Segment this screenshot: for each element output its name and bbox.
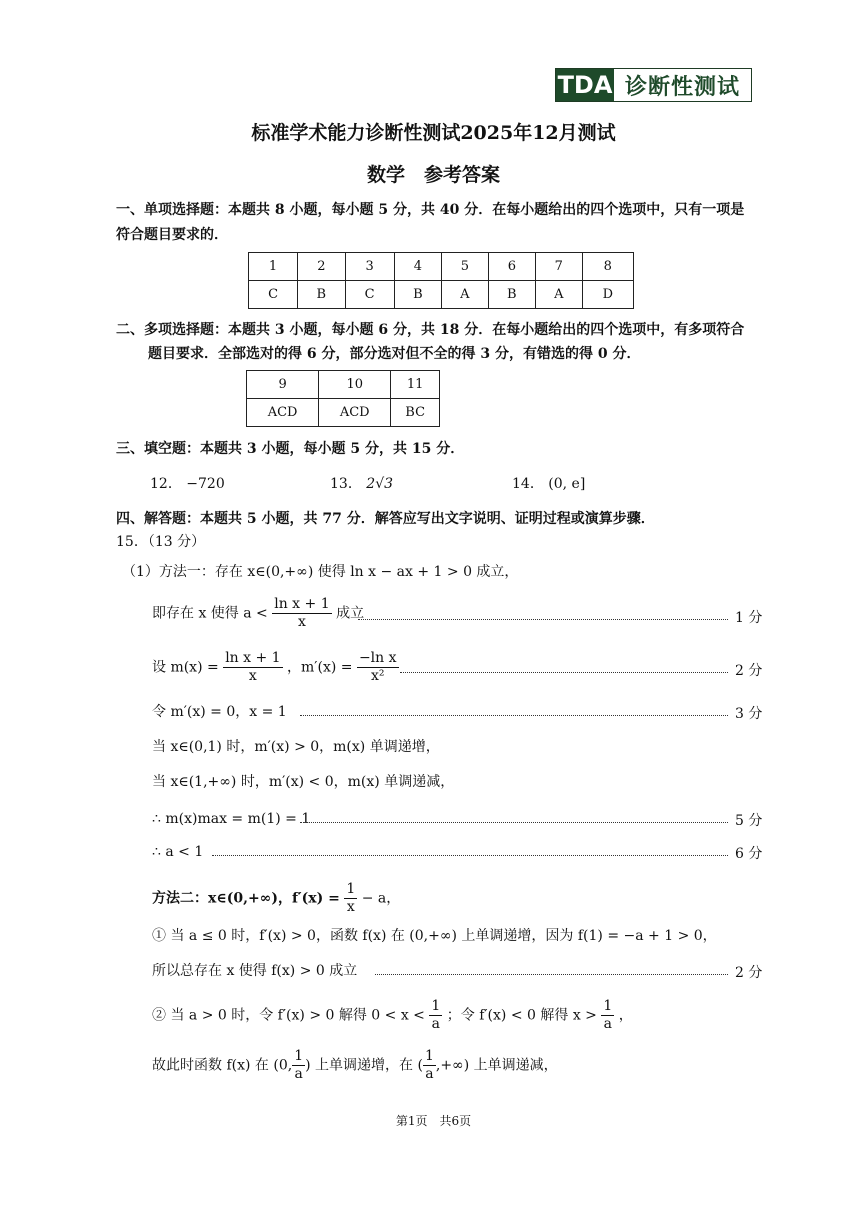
table-cell: 7 <box>536 253 583 281</box>
single-choice-table <box>248 252 634 309</box>
frac-num: 1 <box>603 998 613 1014</box>
frac-den: x <box>297 614 306 630</box>
score-label: 6 分 <box>735 846 763 862</box>
interval-close: ) <box>305 1057 311 1074</box>
leader-dots <box>400 672 728 673</box>
fraction <box>429 998 442 1033</box>
frac-den: a <box>603 1016 612 1032</box>
table-cell: B <box>298 281 345 309</box>
frac-den: a <box>425 1066 434 1082</box>
frac-num: 1 <box>431 998 441 1014</box>
step-text: ；令 f′(x) < 0 解得 x > <box>446 1007 597 1024</box>
table-cell: 2 <box>298 253 345 281</box>
table-row-answers <box>249 281 634 309</box>
step-text: − a， <box>361 890 401 907</box>
case-1: ① 当 a ≤ 0 时，f′(x) > 0，函数 f(x) 在 (0,+∞) 上单调递增，因为 f(1) = −a + 1 > 0， <box>152 928 717 944</box>
frac-num: 1 <box>346 881 356 897</box>
score-label: 5 分 <box>735 813 763 829</box>
table-cell: A <box>442 281 489 309</box>
section3-heading: 三、填空题：本题共 3 小题，每小题 5 分，共 15 分． <box>116 441 465 457</box>
step-text: 成立 <box>336 605 365 622</box>
logo-abbr: TDA <box>557 71 613 99</box>
step-5: 当 x∈(1,+∞) 时，m′(x) < 0，m(x) 单调递减， <box>152 774 455 790</box>
step-text: 上单调递增，在 <box>315 1057 414 1074</box>
fraction <box>223 650 282 685</box>
interval-close: ,+∞) <box>435 1057 470 1074</box>
interval-open: ( <box>417 1057 423 1074</box>
table-cell: 6 <box>488 253 535 281</box>
step-text: 故此时函数 f(x) 在 <box>152 1057 269 1074</box>
table-cell: B <box>488 281 535 309</box>
answer-13 <box>330 473 393 493</box>
frac-den: x <box>346 899 355 915</box>
leader-dots <box>212 855 728 856</box>
answer-value: (0, e] <box>548 476 586 492</box>
table-row-numbers <box>247 371 440 399</box>
case-2 <box>152 998 633 1033</box>
score-label: 2 分 <box>735 965 763 981</box>
table-row-answers <box>247 399 440 427</box>
leader-dots <box>300 822 728 823</box>
leader-dots <box>358 619 728 620</box>
table-cell: C <box>249 281 298 309</box>
table-cell: BC <box>391 399 440 427</box>
table-cell: ACD <box>319 399 391 427</box>
section2-heading-line1: 二、多项选择题：本题共 3 小题，每小题 6 分，共 18 分．在每小题给出的四个选项中，有多项符合 <box>116 322 745 338</box>
step-3: 令 m′(x) = 0，x = 1 <box>152 704 287 720</box>
step-text: ，m′(x) = <box>287 659 353 676</box>
table-cell: 4 <box>394 253 441 281</box>
answer-value: −720 <box>186 476 225 492</box>
step-text: 即存在 x 使得 a < <box>152 605 268 622</box>
leader-dots <box>375 974 728 975</box>
table-cell: D <box>582 281 633 309</box>
fraction <box>292 1048 305 1083</box>
frac-den: a <box>431 1016 441 1032</box>
table-cell: C <box>345 281 394 309</box>
method1-intro: （1）方法一：存在 x∈(0,+∞) 使得 ln x − ax + 1 > 0 成立， <box>122 564 519 580</box>
fraction <box>272 596 331 631</box>
fraction <box>423 1048 436 1083</box>
logo-name: 诊断性测试 <box>624 74 740 100</box>
leader-dots <box>300 715 728 716</box>
question-label: 13． <box>330 476 362 492</box>
page-title: 标准学术能力诊断性测试2025年12月测试 <box>251 122 616 144</box>
table-cell: 9 <box>247 371 319 399</box>
table-row-numbers <box>249 253 634 281</box>
fraction <box>344 881 357 916</box>
score-label: 1 分 <box>735 610 763 626</box>
step-2 <box>152 650 399 685</box>
fraction <box>601 998 614 1033</box>
question-15-label: 15．（13 分） <box>116 534 206 550</box>
score-label: 3 分 <box>735 706 763 722</box>
multi-choice-table <box>246 370 440 427</box>
table-cell: 11 <box>391 371 440 399</box>
section1-heading-line2: 符合题目要求的． <box>116 227 228 243</box>
frac-num: 1 <box>424 1048 434 1064</box>
table-cell: B <box>394 281 441 309</box>
step-7: ∴ a < 1 <box>152 844 204 860</box>
answer-14 <box>512 473 585 493</box>
step-text: ， <box>618 1007 633 1024</box>
section4-heading: 四、解答题：本题共 5 小题，共 77 分．解答应写出文字说明、证明过程或演算步骤． <box>116 511 655 527</box>
answer-value: 2√3 <box>366 476 394 492</box>
table-cell: ACD <box>247 399 319 427</box>
page-subtitle: 数学 参考答案 <box>366 164 500 186</box>
frac-den: a <box>294 1066 303 1082</box>
interval-open: (0, <box>273 1057 293 1074</box>
table-cell: 10 <box>319 371 391 399</box>
frac-num: ln x + 1 <box>225 650 281 666</box>
step-1 <box>152 596 364 631</box>
table-cell: 1 <box>249 253 298 281</box>
step-4: 当 x∈(0,1) 时，m′(x) > 0，m(x) 单调递增， <box>152 739 440 755</box>
step-text: 设 m(x) = <box>152 659 219 676</box>
question-label: 12． <box>150 476 182 492</box>
page-footer: 第1页 共6页 <box>395 1114 472 1128</box>
tda-logo <box>555 68 752 102</box>
step-text: 方法二：x∈(0,+∞)，f′(x) = <box>152 890 340 907</box>
step-text: ② 当 a > 0 时，令 f′(x) > 0 解得 0 < x < <box>152 1007 425 1024</box>
table-cell: 3 <box>345 253 394 281</box>
table-cell: 8 <box>582 253 633 281</box>
frac-den: x² <box>370 668 385 684</box>
answer-12 <box>150 473 225 493</box>
fraction <box>357 650 399 685</box>
step-text: 上单调递减， <box>473 1057 558 1074</box>
frac-num: −ln x <box>358 650 397 666</box>
question-label: 14． <box>512 476 544 492</box>
frac-den: x <box>248 668 257 684</box>
section1-heading-line1: 一、单项选择题：本题共 8 小题，每小题 5 分，共 40 分．在每小题给出的四个选项中，只有一项是 <box>116 202 745 218</box>
section2-heading-line2: 题目要求．全部选对的得 6 分，部分选对但不全的得 3 分，有错选的得 0 分． <box>148 346 641 362</box>
case-2-monotonicity <box>152 1048 558 1083</box>
table-cell: 5 <box>442 253 489 281</box>
case-1-conclusion: 所以总存在 x 使得 f(x) > 0 成立 <box>152 963 358 979</box>
method2-line <box>152 881 400 916</box>
table-cell: A <box>536 281 583 309</box>
step-6: ∴ m(x)max = m(1) = 1 <box>152 811 311 827</box>
score-label: 2 分 <box>735 663 763 679</box>
frac-num: ln x + 1 <box>274 596 330 612</box>
frac-num: 1 <box>294 1048 304 1064</box>
